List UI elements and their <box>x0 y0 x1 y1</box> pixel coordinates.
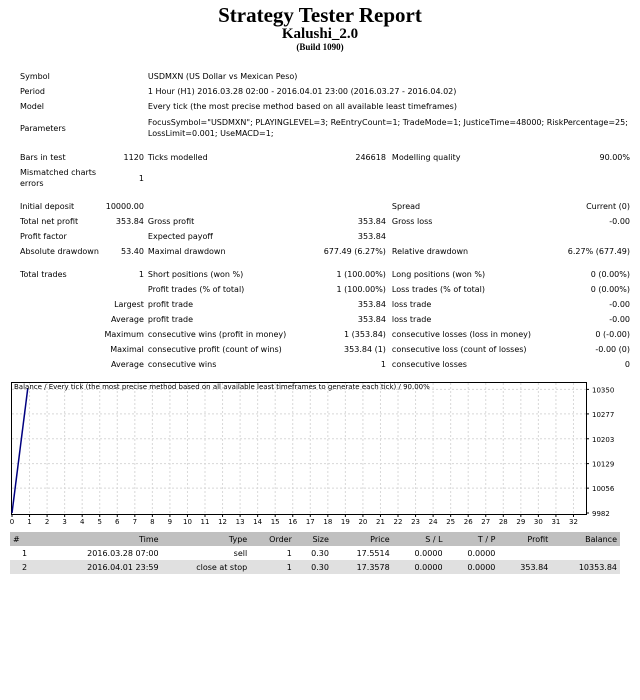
largest-loss-value: -0.00 <box>609 300 630 309</box>
trades-header-cell: Profit <box>498 532 551 546</box>
mismatch-value: 1 <box>138 173 144 183</box>
x-tick-label: 21 <box>376 518 385 526</box>
x-tick-label: 8 <box>150 518 155 526</box>
x-tick-label: 7 <box>132 518 138 526</box>
x-tick-label: 4 <box>79 518 85 526</box>
max-consecutive-losses-value: 0 (-0.00) <box>595 330 630 339</box>
x-tick-label: 3 <box>62 518 67 526</box>
average-profit-label: profit trade <box>147 315 194 324</box>
trade-cell: 1 <box>250 560 295 574</box>
maximal-consecutive-profit-label: consecutive profit (count of wins) <box>147 345 282 354</box>
trades-header-cell: T / P <box>446 532 499 546</box>
x-tick-label: 20 <box>358 518 368 526</box>
x-tick-label: 9 <box>167 518 173 526</box>
trade-cell: 2016.03.28 07:00 <box>87 548 159 558</box>
x-tick-label: 15 <box>270 518 280 526</box>
maximal-consecutive-loss-label: consecutive loss (count of losses) <box>391 345 527 354</box>
short-positions-label: Short positions (won %) <box>147 270 244 279</box>
largest-loss-label: loss trade <box>391 300 432 309</box>
x-tick-label: 17 <box>305 518 315 526</box>
largest-profit-value: 353.84 <box>357 300 386 309</box>
plot-frame <box>12 383 587 515</box>
balance-chart <box>11 382 629 525</box>
largest-label: Largest <box>114 300 144 309</box>
trade-cell: 10353.84 <box>551 560 620 574</box>
profit-trades-value: 1 (100.00%) <box>336 285 386 294</box>
trades-header-cell: Time <box>41 532 161 546</box>
trade-cell: 0.0000 <box>446 560 499 574</box>
maximal-label: Maximal <box>110 345 144 354</box>
x-tick-label: 26 <box>463 518 473 526</box>
trade-cell: 0.0000 <box>467 548 496 558</box>
short-positions-value: 1 (100.00%) <box>336 270 386 279</box>
deposit-value: 10000.00 <box>105 202 144 211</box>
build-number: (Build 1090) <box>296 42 344 52</box>
gross-profit-label: Gross profit <box>147 217 195 226</box>
x-tick-label: 18 <box>323 518 333 526</box>
relative-drawdown-label: Relative drawdown <box>391 247 469 256</box>
deposit-label: Initial deposit <box>20 202 75 211</box>
max-consecutive-losses-label: consecutive losses (loss in money) <box>391 330 531 339</box>
x-tick-label: 13 <box>235 518 245 526</box>
net-profit-label: Total net profit <box>20 217 79 226</box>
relative-drawdown-value: 6.27% (677.49) <box>567 247 630 256</box>
x-tick-label: 10 <box>182 518 192 526</box>
trade-cell: 17.3578 <box>332 560 393 574</box>
quality-value: 90.00% <box>599 153 630 162</box>
y-tick-label: 10129 <box>592 460 615 469</box>
absolute-drawdown-value: 53.40 <box>121 247 144 256</box>
bars-value: 1120 <box>123 153 144 162</box>
trades-header-cell: Size <box>295 532 332 546</box>
average-label: Average <box>111 315 144 324</box>
net-profit-value: 353.84 <box>115 217 144 226</box>
x-tick-label: 12 <box>218 518 228 526</box>
average-loss-label: loss trade <box>391 315 432 324</box>
trade-cell: 0.30 <box>311 548 329 558</box>
x-tick-label: 22 <box>393 518 403 526</box>
avg-consecutive-losses-label: consecutive losses <box>391 360 467 369</box>
x-tick-label: 32 <box>569 518 578 526</box>
spread-label: Spread <box>391 202 421 211</box>
x-tick-label: 6 <box>115 518 120 526</box>
trade-cell: 17.5514 <box>356 548 390 558</box>
trade-cell: 0.0000 <box>414 548 443 558</box>
chart-title: Balance / Every tick (the most precise method based on all available least timeframes to generate each tick) / 90.00% <box>14 383 430 391</box>
loss-trades-value: 0 (0.00%) <box>590 285 630 294</box>
expert-name: Kalushi_2.0 <box>281 26 359 42</box>
balance-chart-svg <box>11 382 629 525</box>
x-tick-label: 16 <box>288 518 298 526</box>
avg-consecutive-wins-value: 1 <box>380 360 386 369</box>
absolute-drawdown-label: Absolute drawdown <box>20 247 99 256</box>
trades-table <box>10 532 620 574</box>
x-tick-label: 19 <box>340 518 350 526</box>
max-consecutive-wins-value: 1 (353.84) <box>344 330 386 339</box>
largest-profit-label: profit trade <box>147 300 194 309</box>
trade-cell <box>551 546 620 560</box>
trades-header-row <box>10 532 620 546</box>
maximal-consecutive-loss-value: -0.00 (0) <box>595 345 630 354</box>
average-consecutive-label: Average <box>111 360 144 369</box>
x-tick-label: 31 <box>551 518 561 526</box>
trades-header-cell: Balance <box>551 532 620 546</box>
profit-trades-label: Profit trades (% of total) <box>147 285 245 294</box>
x-tick-label: 29 <box>516 518 526 526</box>
x-tick-label: 14 <box>253 518 263 526</box>
maximal-consecutive-profit-value: 353.84 (1) <box>344 345 386 354</box>
trades-header-cell: Order <box>250 532 295 546</box>
maximal-drawdown-value: 677.49 (6.27%) <box>323 247 386 256</box>
average-loss-value: -0.00 <box>609 315 630 324</box>
trade-cell: 2016.04.01 23:59 <box>41 560 161 574</box>
maximal-drawdown-label: Maximal drawdown <box>147 247 226 256</box>
loss-trades-label: Loss trades (% of total) <box>391 285 485 294</box>
avg-consecutive-losses-value: 0 <box>624 360 630 369</box>
symbol-label: Symbol <box>20 72 50 81</box>
model-value: Every tick (the most precise method based on all available least timeframes) <box>147 102 457 111</box>
y-tick-label: 10350 <box>592 386 615 395</box>
spread-value: Current (0) <box>586 202 630 211</box>
trade-cell: close at stop <box>162 560 251 574</box>
trade-cell: 2 <box>10 560 41 574</box>
trades-header-cell: Type <box>162 532 251 546</box>
trade-cell: 0.0000 <box>393 560 446 574</box>
report-title: Strategy Tester Report <box>218 3 422 27</box>
x-tick-label: 25 <box>446 518 456 526</box>
report-summary-table <box>20 69 630 372</box>
symbol-value: USDMXN (US Dollar vs Mexican Peso) <box>147 72 298 81</box>
profit-factor-label: Profit factor <box>20 232 67 241</box>
avg-consecutive-wins-label: consecutive wins <box>147 360 217 369</box>
x-tick-label: 11 <box>200 518 210 526</box>
average-profit-value: 353.84 <box>357 315 386 324</box>
trades-header-cell: S / L <box>393 532 446 546</box>
max-consecutive-wins-label: consecutive wins (profit in money) <box>147 330 287 339</box>
period-value: 1 Hour (H1) 2016.03.28 02:00 - 2016.04.01 23:00 (2016.03.27 - 2016.04.02) <box>147 87 457 96</box>
x-tick-label: 27 <box>481 518 491 526</box>
trade-cell: 1 <box>286 548 292 558</box>
trade-row <box>10 546 620 560</box>
period-label: Period <box>20 87 45 96</box>
trades-header-cell: Price <box>332 532 393 546</box>
trade-cell: 353.84 <box>498 560 551 574</box>
trades-header-cell: # <box>10 532 41 546</box>
total-trades-value: 1 <box>138 270 144 279</box>
gross-loss-value: -0.00 <box>609 217 630 226</box>
x-tick-label: 30 <box>533 518 543 526</box>
expected-payoff-value: 353.84 <box>357 232 386 241</box>
trade-row <box>10 560 620 574</box>
x-tick-label: 5 <box>97 518 102 526</box>
trade-cell <box>498 546 551 560</box>
total-trades-label: Total trades <box>20 270 67 279</box>
model-label: Model <box>20 102 45 111</box>
x-tick-label: 24 <box>428 518 438 526</box>
x-tick-label: 28 <box>498 518 508 526</box>
parameters-label: Parameters <box>20 123 66 133</box>
y-tick-label: 10277 <box>592 410 615 419</box>
trade-cell: sell <box>233 548 248 558</box>
trade-cell: 1 <box>22 548 28 558</box>
long-positions-label: Long positions (won %) <box>391 270 486 279</box>
long-positions-value: 0 (0.00%) <box>590 270 630 279</box>
quality-label: Modelling quality <box>391 153 461 162</box>
gross-profit-value: 353.84 <box>357 217 386 226</box>
mismatch-label: Mismatched charts errors <box>20 168 97 188</box>
parameters-value: FocusSymbol="USDMXN"; PLAYINGLEVEL=3; ReEntryCount=1; TradeMode=1; JusticeTime=48000; RiskPercentage=25; LossLimit=0.001; UseMACD=1; <box>147 118 628 138</box>
y-tick-label: 10056 <box>592 485 615 494</box>
gross-loss-label: Gross loss <box>391 217 433 226</box>
x-tick-label: 1 <box>27 518 32 526</box>
expected-payoff-label: Expected payoff <box>147 232 213 241</box>
ticks-value: 246618 <box>355 153 386 162</box>
x-tick-label: 0 <box>9 518 15 526</box>
bars-label: Bars in test <box>20 153 66 162</box>
y-tick-label: 9982 <box>592 510 610 518</box>
maximum-label: Maximum <box>104 330 144 339</box>
trade-cell: 0.30 <box>295 560 332 574</box>
profit-factor-value <box>99 229 148 244</box>
x-tick-label: 23 <box>411 518 421 526</box>
x-tick-label: 2 <box>44 518 50 526</box>
y-tick-label: 10203 <box>592 435 615 444</box>
ticks-label: Ticks modelled <box>147 153 208 162</box>
